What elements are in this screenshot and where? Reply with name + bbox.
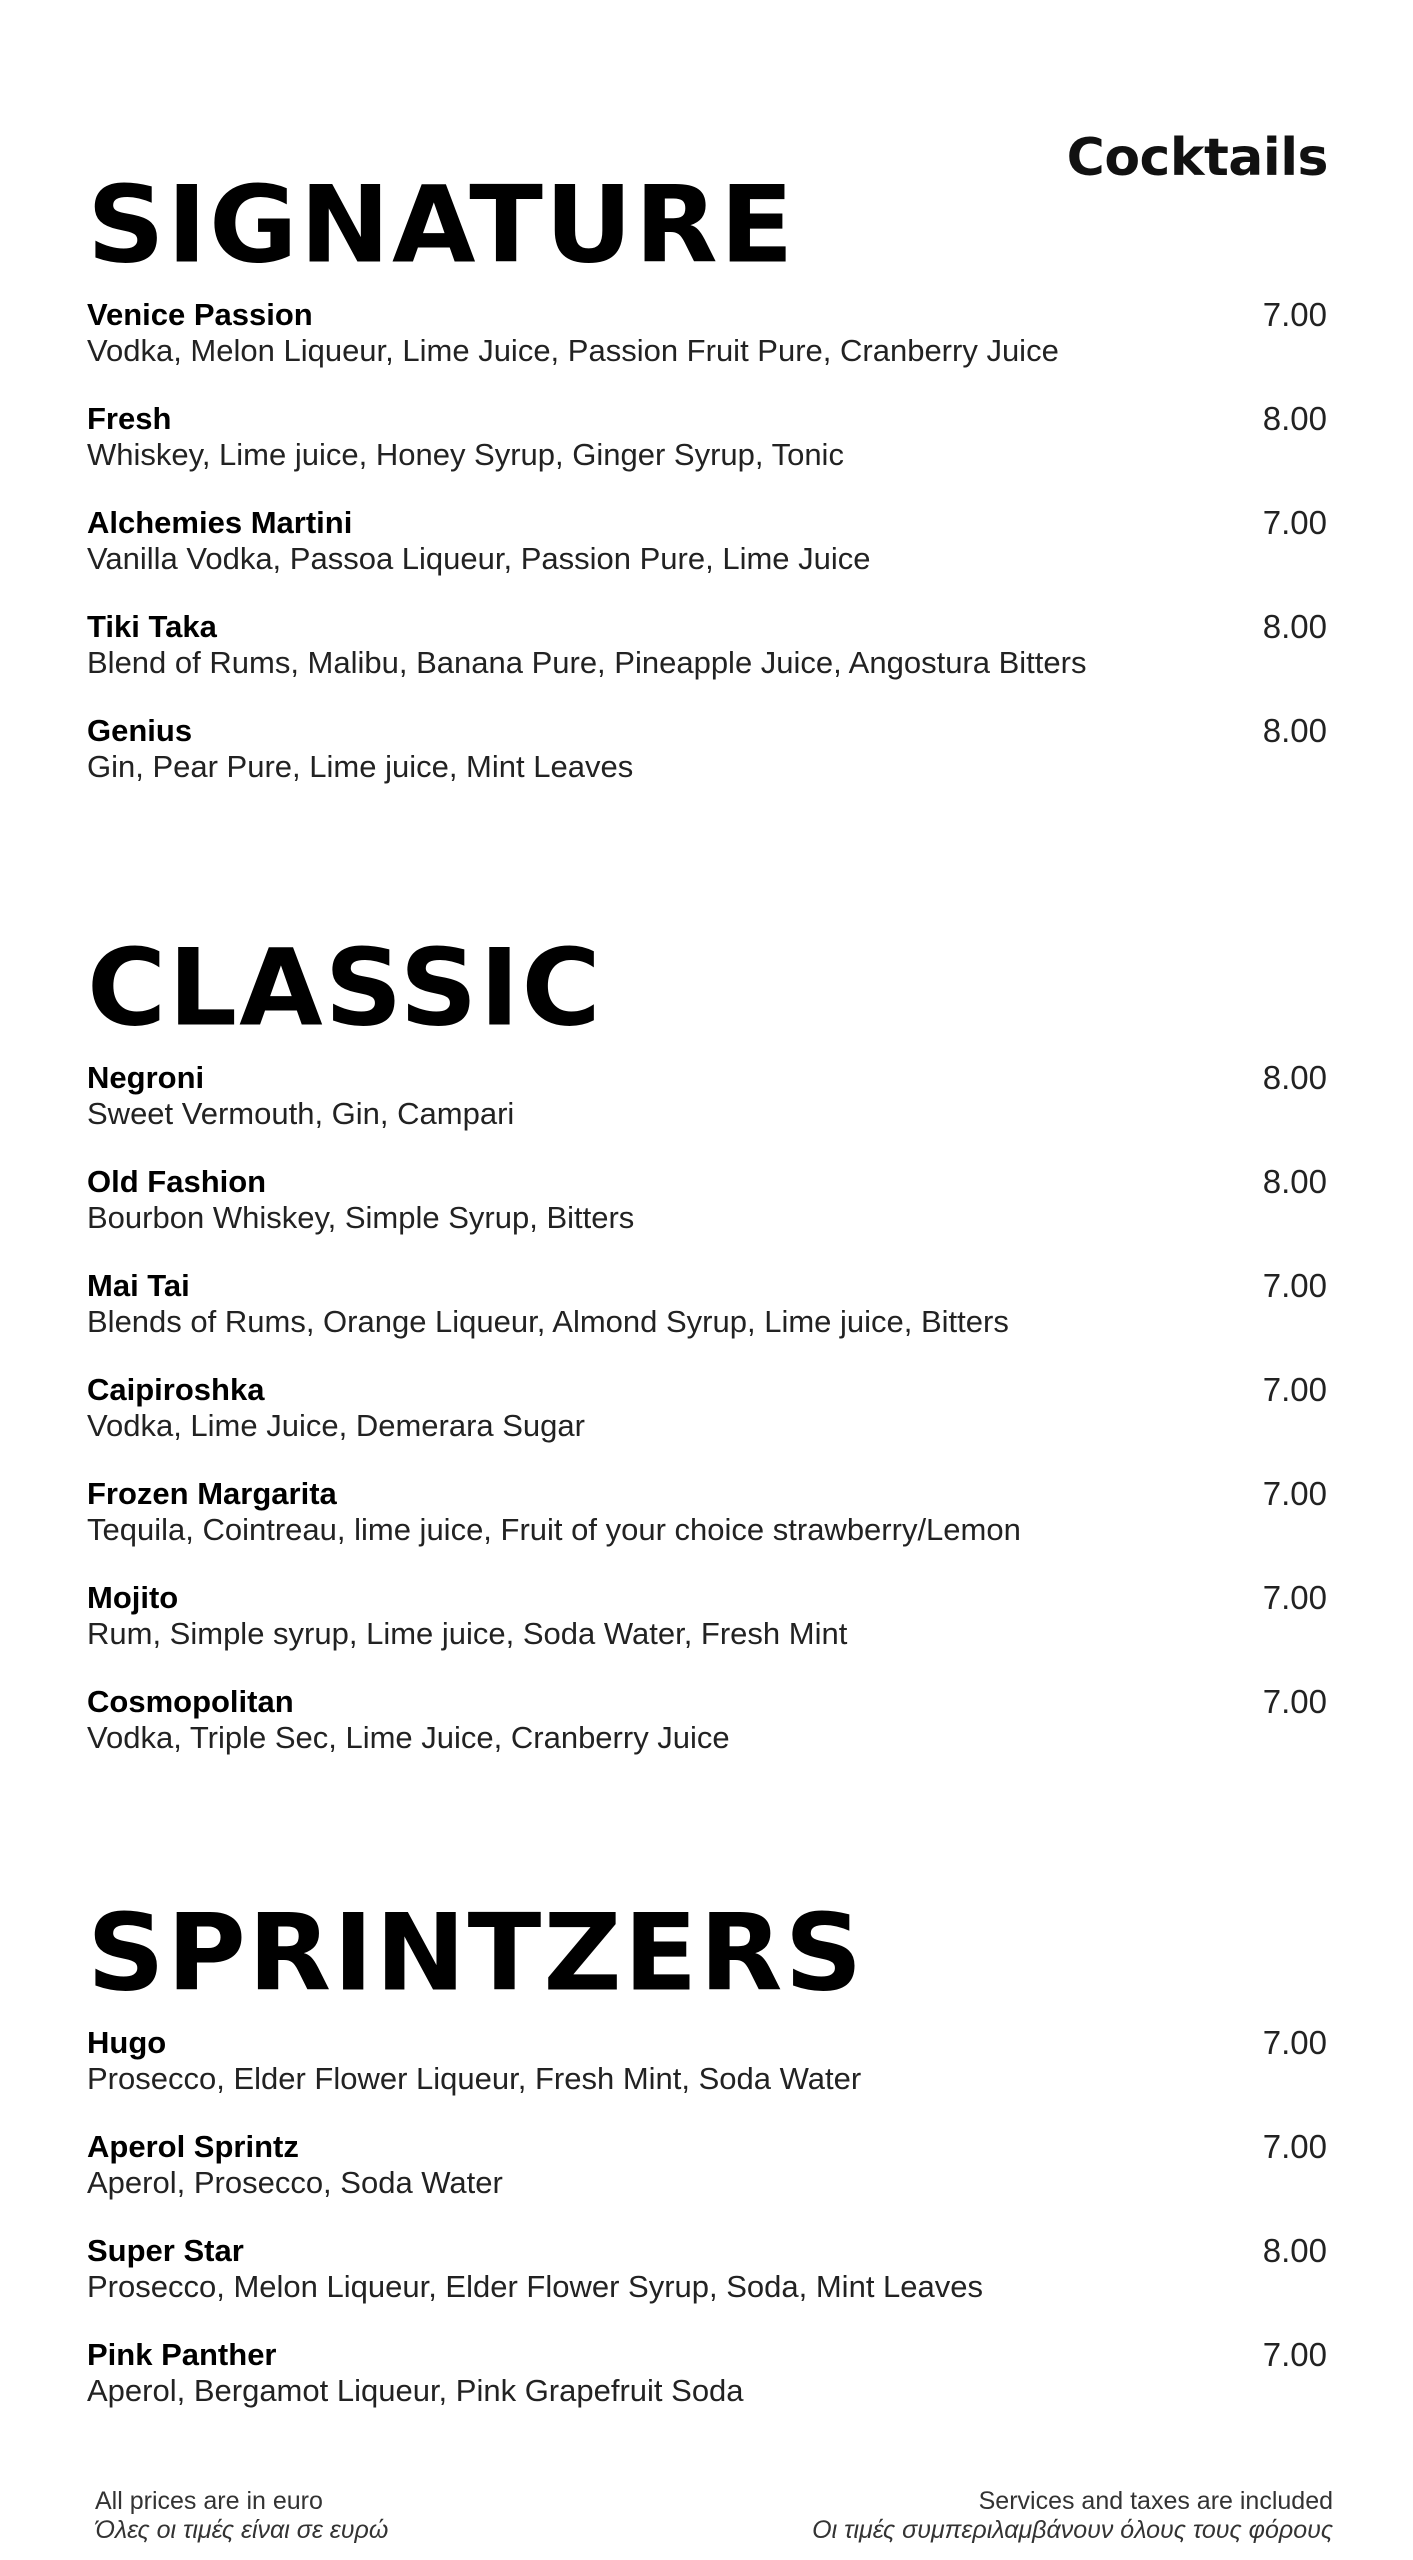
menu-item [87,1164,1327,1236]
menu-item [87,1684,1327,1756]
footer-left-en: All prices are in euro [95,2487,323,2515]
item-price: 7.00 [1262,1579,1327,1616]
item-description: Blend of Rums, Malibu, Banana Pure, Pineapple Juice, Angostura Bitters [87,645,1087,680]
footer-right-en: Services and taxes are included [978,2487,1333,2515]
menu-item [87,1372,1327,1444]
item-name: Hugo [87,2025,167,2060]
item-name: Caipiroshka [87,1372,265,1407]
item-price: 8.00 [1262,1059,1327,1096]
item-description: Vodka, Triple Sec, Lime Juice, Cranberry Juice [87,1720,730,1755]
item-name: Fresh [87,401,172,436]
item-description: Vanilla Vodka, Passoa Liqueur, Passion Pure, Lime Juice [87,541,871,576]
item-price: 8.00 [1262,2232,1327,2269]
item-price: 8.00 [1262,608,1327,645]
item-price: 7.00 [1262,1371,1327,1408]
item-name: Genius [87,713,193,748]
item-description: Aperol, Prosecco, Soda Water [87,2165,503,2200]
item-name: Old Fashion [87,1164,267,1199]
menu-item [87,1580,1327,1652]
section-heading: CLASSIC [87,927,603,1050]
section-heading: SIGNATURE [87,164,796,287]
item-name: Venice Passion [87,297,313,332]
item-price: 7.00 [1262,504,1327,541]
menu-item [87,2025,1327,2097]
item-name: Alchemies Martini [87,505,353,540]
menu-item [87,1268,1327,1340]
item-name: Aperol Sprintz [87,2129,299,2164]
menu-item [87,1476,1327,1548]
item-price: 7.00 [1262,2128,1327,2165]
item-description: Vodka, Melon Liqueur, Lime Juice, Passion Fruit Pure, Cranberry Juice [87,333,1059,368]
page-title: Cocktails [1066,128,1328,188]
item-price: 7.00 [1262,1475,1327,1512]
item-description: Aperol, Bergamot Liqueur, Pink Grapefruit Soda [87,2373,744,2408]
section-classic [87,927,1327,1756]
footer-right-gr: Οι τιμές συμπεριλαμβάνουν όλους τους φόρους [812,2516,1333,2544]
item-description: Tequila, Cointreau, lime juice, Fruit of your choice strawberry/Lemon [87,1512,1021,1547]
menu-item [87,713,1327,785]
section-signature [87,164,1327,785]
item-name: Negroni [87,1060,205,1095]
menu-item [87,505,1327,577]
item-description: Bourbon Whiskey, Simple Syrup, Bitters [87,1200,635,1235]
footer-left-gr: Όλες οι τιμές είναι σε ευρώ [95,2516,389,2544]
item-description: Prosecco, Melon Liqueur, Elder Flower Syrup, Soda, Mint Leaves [87,2269,984,2304]
item-price: 8.00 [1262,1163,1327,1200]
item-price: 7.00 [1262,1683,1327,1720]
item-description: Gin, Pear Pure, Lime juice, Mint Leaves [87,749,634,784]
item-description: Whiskey, Lime juice, Honey Syrup, Ginger Syrup, Tonic [87,437,844,472]
item-name: Frozen Margarita [87,1476,337,1511]
item-price: 7.00 [1262,2024,1327,2061]
item-description: Blends of Rums, Orange Liqueur, Almond Syrup, Lime juice, Bitters [87,1304,1009,1339]
menu-item [87,2129,1327,2201]
item-price: 8.00 [1262,400,1327,437]
item-name: Cosmopolitan [87,1684,294,1719]
section-heading: SPRINTZERS [87,1892,865,2015]
footer-taxes-note [812,2487,1333,2545]
item-name: Mai Tai [87,1268,190,1303]
item-name: Super Star [87,2233,244,2268]
footer-currency-note [95,2487,388,2545]
item-price: 8.00 [1262,712,1327,749]
menu-item [87,1060,1327,1132]
menu-item [87,401,1327,473]
menu-item [87,2337,1327,2409]
item-price: 7.00 [1262,2336,1327,2373]
item-price: 7.00 [1262,1267,1327,1304]
item-name: Tiki Taka [87,609,217,644]
item-name: Mojito [87,1580,179,1615]
menu-item [87,2233,1327,2305]
item-description: Sweet Vermouth, Gin, Campari [87,1096,515,1131]
menu-item [87,297,1327,369]
item-description: Rum, Simple syrup, Lime juice, Soda Water, Fresh Mint [87,1616,848,1651]
section-sprintzers [87,1892,1327,2409]
item-description: Vodka, Lime Juice, Demerara Sugar [87,1408,585,1443]
item-name: Pink Panther [87,2337,277,2372]
menu-item [87,609,1327,681]
item-description: Prosecco, Elder Flower Liqueur, Fresh Mint, Soda Water [87,2061,862,2096]
item-price: 7.00 [1262,296,1327,333]
